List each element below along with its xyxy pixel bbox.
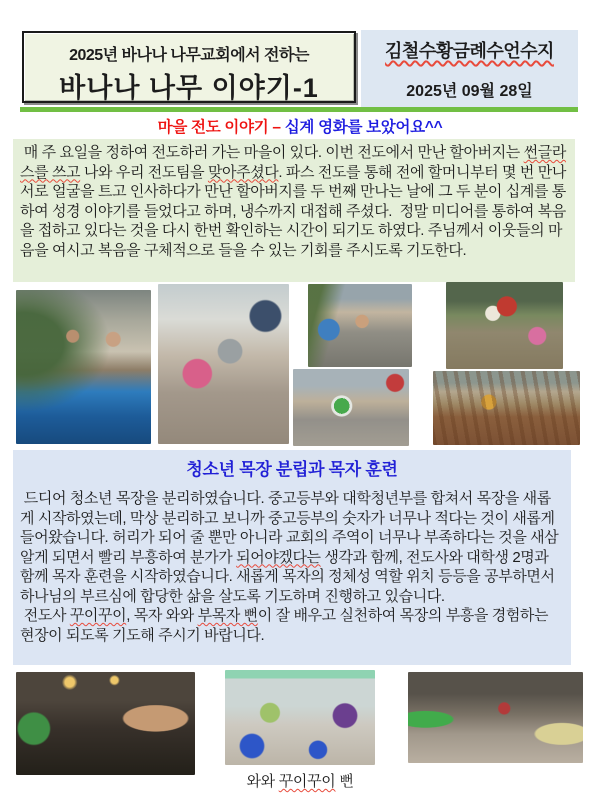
subtitle-blue-text: 십계 영화를 보았어요^^ <box>280 119 443 136</box>
photo-caption: 와와 꾸이꾸이 뻔 <box>246 773 354 790</box>
section2-paragraph-1: 드디어 청소년 목장을 분리하였습니다. 중고등부와 대학청년부를 합쳐서 목장을 새롭게 시작하였는데, 막상 분리하고 보니까 중고등부의 숫자가 너무나 적다는 것이 새롭게 들어왔습니다. 허리가 되어 줄 뿐만 아니라 교회의 주역이 너무나 부족하다는 것을 새삼 알게 되면서 빨리 부흥하여 분가가 되어야겠다는 생각과 함께, 전도사와 대학생 2명과 함께 목자 훈련을 시작하였습니다. 새롭게 목자의 정체성 역할 위치 등등을 공부하면서 하나님의 부르심에 합당한 삶을 살도록 기도하며 진행하고 있습니다. <box>20 490 563 605</box>
photo-home-visit <box>158 284 289 444</box>
title-box <box>22 31 356 103</box>
section1-subtitle <box>0 115 600 137</box>
photo-youth-meeting <box>225 670 375 765</box>
photo-street-food-cart <box>293 369 409 446</box>
divider-bar <box>20 107 578 112</box>
photo-night-group-selfie <box>16 672 195 775</box>
photo-picnic-mat <box>433 371 580 445</box>
publisher-names: 김철수황금례수언수지 <box>385 41 554 61</box>
section2-block <box>13 450 571 665</box>
issue-date: 2025년 09월 28일 <box>406 83 533 100</box>
page-title: 바나나 나무 이야기-1 <box>59 73 319 103</box>
title-box-subtitle: 2025년 바나나 나무교회에서 전하는 <box>69 47 309 64</box>
section1-paragraph: 매 주 요일을 정하여 전도하러 가는 마을이 있다. 이번 전도에서 만난 할아버지는 썬글라스를 쓰고 나와 우리 전도팀을 맞아주셨다. 파스 전도를 통해 전에 할머니부터 몇 번 만나 서로 얼굴을 트고 인사하다가 만난 할아버지를 두 번째 만나는 날에 그 두 분이 십계를 통하여 성경 이야기를 들었다고 하며, 냉수까지 대접해 주셨다. 정말 미디어를 통하여 복음을 접하고 있다는 것을 다시 한번 확인하는 시간이 되기도 하였다. 주님께서 이웃들의 마음을 여시고 복음을 구체적으로 들을 수 있는 기회를 주시도록 기도한다. <box>13 139 575 282</box>
section2-paragraph-2: 전도사 꾸이꾸이, 목자 와와 부목자 뻔이 잘 배우고 실천하여 목장의 부흥을 경험하는 현장이 되도록 기도해 주시기 바랍니다. <box>20 607 552 644</box>
photo-evangelism-team-with-elderly <box>16 290 151 444</box>
photo-street-conversation <box>308 284 412 367</box>
info-box <box>361 30 578 107</box>
section2-heading: 청소년 목장 분립과 목자 훈련 <box>186 460 398 479</box>
subtitle-red-text: 마을 전도 이야기 – <box>157 119 281 136</box>
photo-playground-children <box>446 282 563 369</box>
photo-shared-meal <box>408 672 583 763</box>
